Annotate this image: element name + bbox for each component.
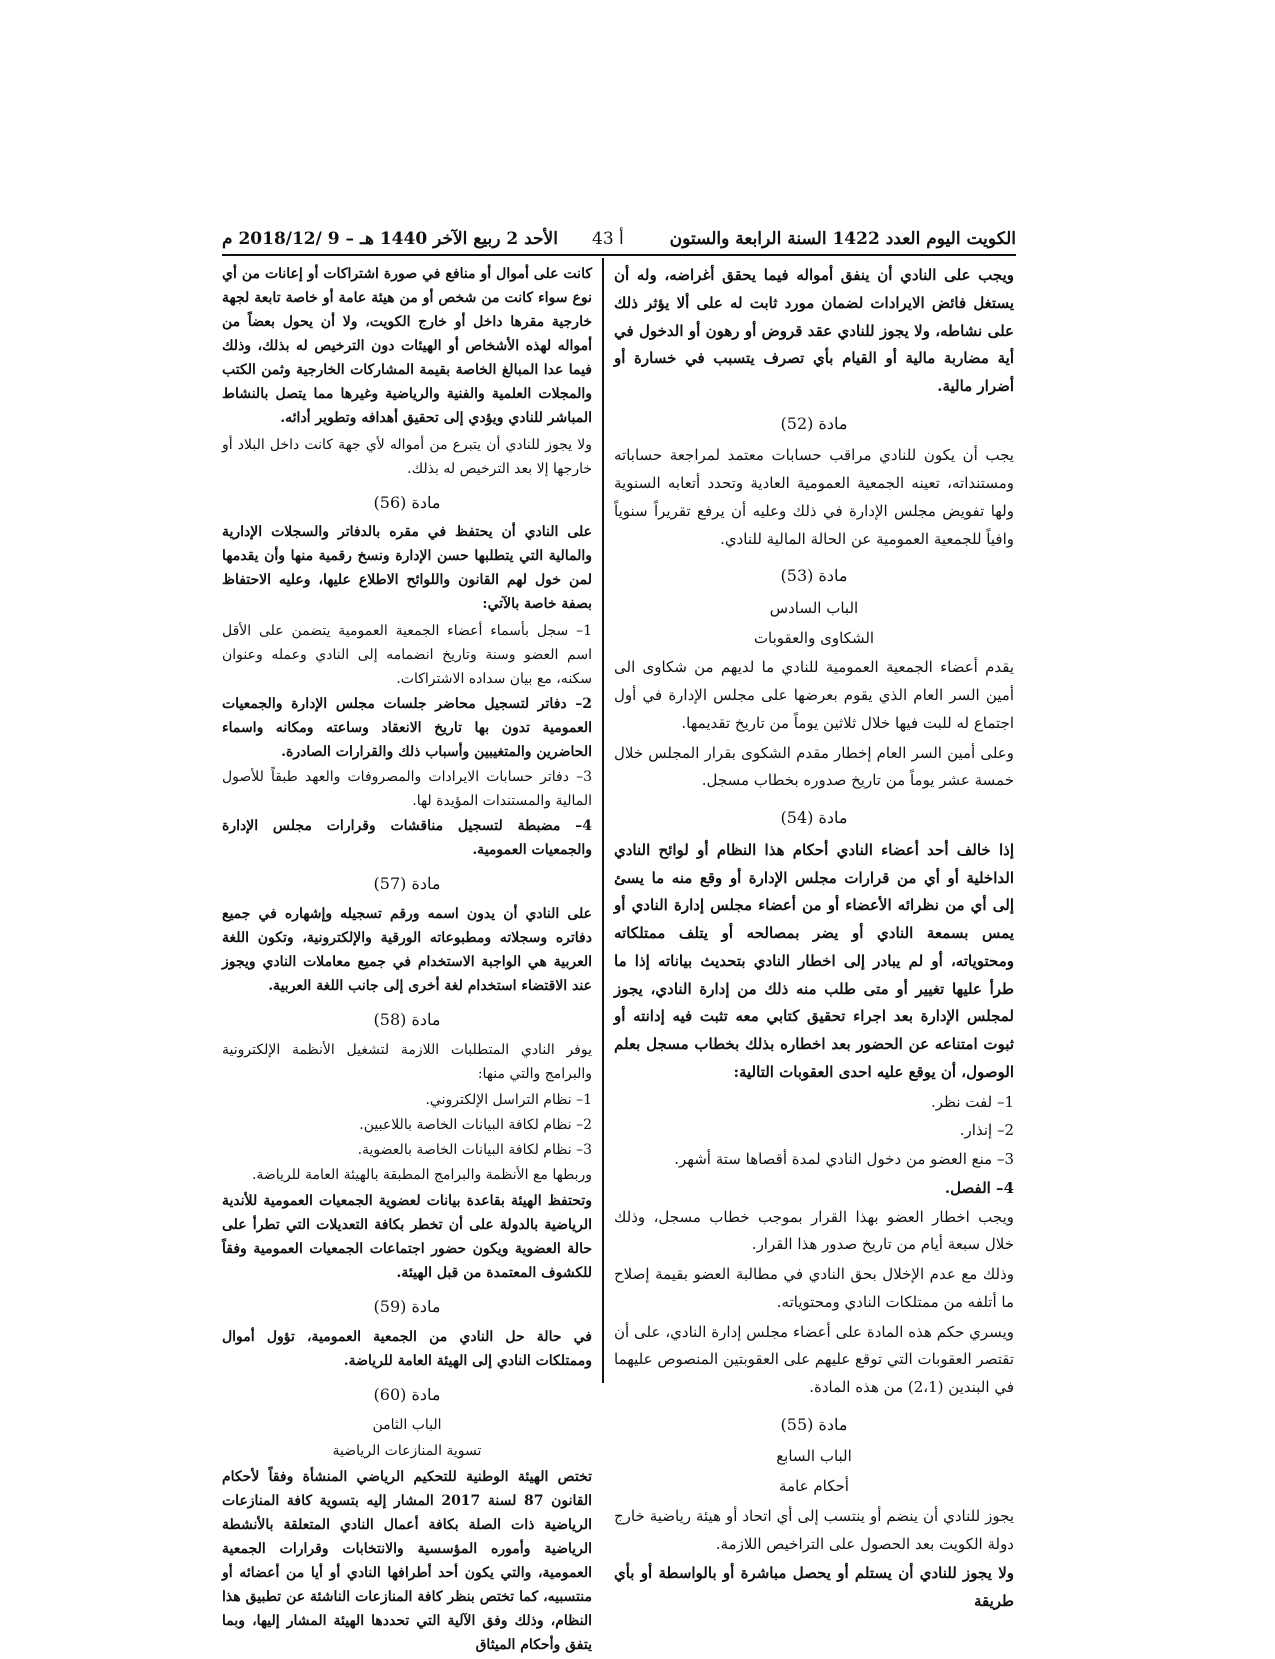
list-item: 4– مضبطة لتسجيل مناقشات وقرارات مجلس الإدارة والجمعيات العمومية. (222, 818, 592, 859)
list-item: 3– نظام لكافة البيانات الخاصة بالعضوية. (357, 1141, 592, 1158)
chapter-title-7: أحكام عامة (779, 1477, 849, 1496)
list-item: 3– منع العضو من دخول النادي لمدة أقصاها ستة أشهر. (674, 1150, 1014, 1169)
paragraph: إذا خالف أحد أعضاء النادي أحكام هذا النظام أو لوائح النادي الداخلية أو أي من قرارات مجلس الإدارة أو وقع منه ما يسئ إلى أي من نظرائه الأعضاء أو من أعضاء مجلس إدارة النادي أو يمس بسمعة النادي أو يضر بمصالحه أو يتلف ممتلكاته ومحتوياته، أو لم يبادر إلى اخطار النادي بتحديث بياناته إذا ما طرأ عليها تغيير أو متى طلب منه ذلك من إدارة النادي، يجوز لمجلس الإدارة بعد اجراء تحقيق كتابي معه تثبت فيه إدانته أو ثبوت امتناعه عن الحضور بعد اخطاره بذلك بخطاب مسجل بعلم الوصول، أن يوقع عليه احدى العقوبات التالية: (614, 840, 1014, 1081)
article-heading-54: مادة (54) (780, 808, 848, 828)
right-column (614, 262, 1014, 1618)
list-item: 1– لفت نظر. (931, 1092, 1014, 1111)
list-item: 2– إنذار. (959, 1121, 1014, 1140)
paragraph: يجب أن يكون للنادي مراقب حسابات معتمد لمراجعة حساباته ومستنداته، تعينه الجمعية العمومية العادية وتحدد أتعابه السنوية ولها تفويض مجلس الإدارة في ذلك وعليه أن يرفع تقريراً سنوياً وافياً للجمعية العمومية عن الحالة المالية للنادي. (614, 446, 1014, 548)
header-rule (222, 254, 1016, 256)
paragraph: ويجب على النادي أن ينفق أمواله فيما يحقق أغراضه، وله أن يستغل فائض الايرادات لضمان مورد ثابت له على ألا يؤثر ذلك على نشاطه، ولا يجوز للنادي عقد قروض أو رهون أو الدخول في أية مضاربة مالية أو القيام بأي تصرف يتسبب في خسارة أو أضرار مالية. (614, 266, 1014, 395)
list-item: 1– سجل بأسماء أعضاء الجمعية العمومية يتضمن على الأقل اسم العضو وسنة وتاريخ انضمامه إلى النادي وعمله وعنوان سكنه، مع بيان سداده الاشتراكات. (222, 622, 592, 687)
paragraph: كانت على أموال أو منافع في صورة اشتراكات أو إعانات من أي نوع سواء كانت من شخص أو من هيئة عامة أو خاصة تابعة لجهة خارجية مقرها داخل أو خارج الكويت، ولا أن يحول بعضاً من أمواله لهذه الأشخاص أو الهيئات دون الترخيص له بذلك، وذلك فيما عدا المبالغ الخاصة بقيمة المشاركات الخارجية وثمن الكتب والمجلات العلمية والفنية والرياضية وغيرها مما يتصل بالنشاط المباشر للنادي ويؤدي إلى تحقيق أهدافه وتطوير أدائه. (222, 266, 592, 427)
paragraph: يقدم أعضاء الجمعية العمومية للنادي ما لديهم من شكاوى الى أمين السر العام الذي يقوم بعرضها على مجلس الإدارة في أول اجتماع له للبت فيها خلال ثلاثين يوماً من تاريخ تقديمها. (614, 658, 1014, 732)
paragraph: وربطها مع الأنظمة والبرامج المطبقة بالهيئة العامة للرياضة. (251, 1167, 592, 1184)
paragraph: وعلى أمين السر العام إخطار مقدم الشكوى بقرار المجلس خلال خمسة عشر يوماً من تاريخ صدوره بخطاب مسجل. (614, 743, 1014, 790)
paragraph: ولا يجوز للنادي أن يستلم أو يحصل مباشرة أو بالواسطة أو بأي طريقة (614, 1564, 1014, 1611)
article-heading-56: مادة (56) (373, 492, 441, 512)
list-item: 2– نظام لكافة البيانات الخاصة باللاعبين. (359, 1116, 592, 1133)
left-column (222, 262, 592, 1659)
paragraph: ويسري حكم هذه المادة على أعضاء مجلس إدارة النادي، على أن تقتصر العقوبات التي توقع عليهم على العقوبتين المنصوص عليهما في البندين (2،1) من هذه المادة. (614, 1322, 1014, 1397)
paragraph: يوفر النادي المتطلبات اللازمة لتشغيل الأنظمة الإلكترونية والبرامج والتي منها: (222, 1041, 592, 1082)
list-item: 3– دفاتر حسابات الايرادات والمصروفات والعهد طبقاً للأصول المالية والمستندات المؤيدة لها. (222, 769, 592, 810)
paragraph: وتحتفظ الهيئة بقاعدة بيانات لعضوية الجمعيات العمومية للأندية الرياضية بالدولة على أن تخطر بكافة التعديلات التي تطرأ على حالة العضوية ويكون حضور اجتماعات الجمعيات العمومية وفقاً للكشوف المعتمدة من قبل الهيئة. (222, 1193, 592, 1282)
header-date: الأحد 2 ربيع الآخر 1440 هـ – 9 /2018/12 م (222, 229, 558, 249)
list-item: 1– نظام التراسل الإلكتروني. (425, 1091, 592, 1108)
header-issue-info: الكويت اليوم العدد 1422 السنة الرابعة والستون (669, 229, 1016, 249)
chapter-heading-7: الباب السابع (776, 1447, 852, 1466)
column-divider (602, 258, 604, 1383)
paragraph: وذلك مع عدم الإخلال بحق النادي في مطالبة العضو بقيمة إصلاح ما أتلفه من ممتلكات النادي ومحتوياته. (614, 1265, 1014, 1311)
list-item: 2– دفاتر لتسجيل محاضر جلسات مجلس الإدارة والجمعيات العمومية تدون بها تاريخ الانعقاد وساعته ومكانه واسماء الحاضرين والمتغيبين وأسباب ذلك والقرارات الصادرة. (222, 695, 592, 760)
article-heading-60: مادة (60) (373, 1385, 441, 1405)
article-heading-52: مادة (52) (780, 413, 848, 433)
page-header (222, 223, 1016, 257)
article-heading-58: مادة (58) (373, 1010, 441, 1030)
paragraph: ويجب اخطار العضو بهذا القرار بموجب خطاب مسجل، وذلك خلال سبعة أيام من تاريخ صدور هذا القرار. (614, 1207, 1014, 1254)
article-heading-53: مادة (53) (780, 566, 848, 586)
chapter-title-8: تسوية المنازعات الرياضية (332, 1442, 482, 1459)
paragraph: ولا يجوز للنادي أن يتبرع من أمواله لأي جهة كانت داخل البلاد أو خارجها إلا بعد الترخيص له بذلك. (222, 436, 592, 477)
article-heading-57: مادة (57) (373, 874, 441, 894)
chapter-title-6: الشكاوى والعقوبات (753, 628, 875, 647)
article-heading-59: مادة (59) (373, 1297, 441, 1317)
chapter-heading-8: الباب الثامن (372, 1416, 442, 1433)
article-heading-55: مادة (55) (780, 1414, 848, 1434)
chapter-heading-6: الباب السادس (769, 598, 859, 617)
header-page-number: أ 43 (592, 229, 624, 249)
paragraph: على النادي أن يحتفظ في مقره بالدفاتر والسجلات الإدارية والمالية التي يتطلبها حسن الإدارة ونسخ رقمية منها وأن يقدمها لمن خول لهم القانون واللوائح الاطلاع عليها، وعليه الاحتفاظ بصفة خاصة بالآتي: (222, 524, 592, 613)
paragraph: تختص الهيئة الوطنية للتحكيم الرياضي المنشأة وفقاً لأحكام القانون 87 لسنة 2017 المشار إليه بتسوية كافة المنازعات الرياضية ذات الصلة بكافة أعمال النادي المتعلقة بالأنشطة الرياضية وأموره المؤسسية والانتخابات وقرارات الجمعية العمومية، والتي يكون أحد أطرافها النادي أو أيا من أعضائه أو منتسبيه، كما تختص بنظر كافة المنازعات الناشئة عن تطبيق هذا النظام، وذلك وفق الآلية التي تحددها الهيئة المشار إليها، وبما يتفق وأحكام الميثاق (222, 1468, 592, 1654)
paragraph: يجوز للنادي أن ينضم أو ينتسب إلى أي اتحاد أو هيئة رياضية خارج دولة الكويت بعد الحصول على التراخيص اللازمة. (614, 1506, 1014, 1553)
paragraph: على النادي أن يدون اسمه ورقم تسجيله وإشهاره في جميع دفاتره وسجلاته ومطبوعاته الورقية والإلكترونية، وتكون اللغة العربية هي الواجبة الاستخدام في جميع معاملات النادي ويجوز عند الاقتضاء استخدام لغة أخرى إلى جانب اللغة العربية. (222, 905, 592, 995)
paragraph: في حالة حل النادي من الجمعية العمومية، تؤول أموال وممتلكات النادي إلى الهيئة العامة للرياضة. (222, 1328, 592, 1370)
list-item: 4– الفصل. (944, 1178, 1014, 1197)
